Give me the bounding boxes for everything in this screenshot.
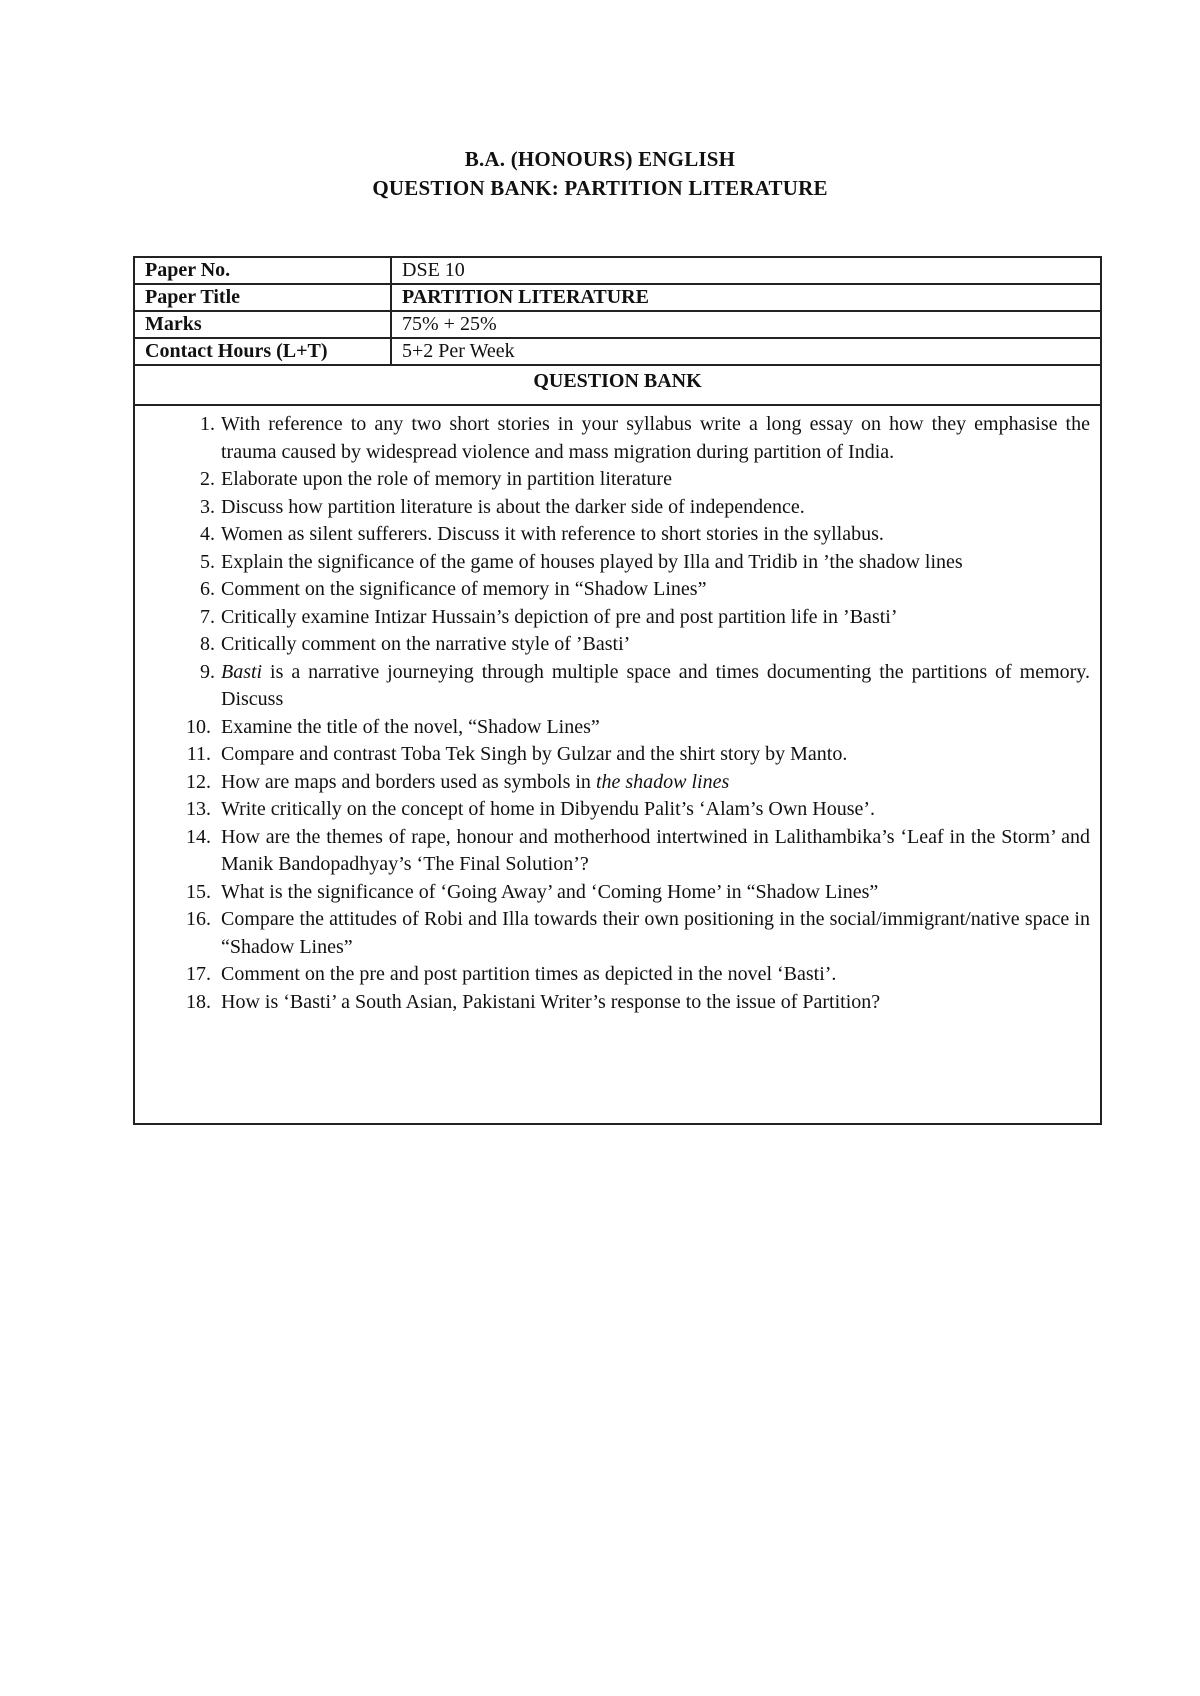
question-number: 1.	[200, 413, 215, 435]
question-text: Comment on the significance of memory in “Shadow Lines”	[221, 578, 707, 600]
question-number: 10.	[186, 715, 211, 738]
question-text: Discuss how partition literature is about the darker side of independence.	[221, 495, 805, 518]
question-item	[135, 411, 1090, 466]
question-item	[135, 466, 1090, 494]
table-row	[134, 257, 1101, 284]
contact-hours-value: 5+2 Per Week	[391, 338, 1101, 365]
question-text: Elaborate upon the role of memory in partition literature	[221, 468, 672, 490]
question-item	[135, 989, 1090, 1017]
question-text: Compare the attitudes of Robi and Illa towards their own positioning in the social/immigrant/native space in “Shadow Lines”	[221, 908, 1090, 958]
table-row	[134, 365, 1101, 405]
table-row	[134, 338, 1101, 365]
question-text: is a narrative journeying through multiple space and times documenting the partitions of memory. Discuss	[221, 660, 1090, 710]
question-item	[135, 494, 1090, 522]
question-text: Write critically on the concept of home in Dibyendu Palit’s ‘Alam’s Own House’.	[221, 798, 876, 820]
question-text: Explain the significance of the game of houses played by Illa and Tridib in ’the shadow lines	[221, 550, 963, 573]
question-bank-cell	[134, 405, 1101, 1124]
question-italic-title: Basti	[221, 660, 263, 683]
question-item	[135, 631, 1090, 659]
question-number: 13.	[186, 798, 211, 820]
document-subtitle: QUESTION BANK: PARTITION LITERATURE	[372, 176, 828, 200]
question-text: How are the themes of rape, honour and motherhood intertwined in Lalithambika’s ‘Leaf in the Storm’ and Manik Bandopadhyay’s ‘The Final Solution’?	[221, 825, 1090, 875]
question-number: 6.	[200, 578, 215, 600]
question-text: Critically examine Intizar Hussain’s depiction of pre and post partition life in ’Basti’	[221, 605, 898, 628]
table-row	[134, 405, 1101, 1124]
question-text: Critically comment on the narrative style of ’Basti’	[221, 633, 631, 655]
question-item	[135, 961, 1090, 989]
question-item	[135, 769, 1090, 797]
question-item	[135, 659, 1090, 714]
question-item	[135, 824, 1090, 879]
paper-no-label: Paper No.	[134, 257, 391, 284]
question-number: 7.	[200, 605, 215, 628]
question-item	[135, 714, 1090, 742]
question-item	[135, 741, 1090, 769]
question-text: How are maps and borders used as symbols in	[221, 770, 596, 793]
question-text: What is the significance of ‘Going Away’ and ‘Coming Home’ in “Shadow Lines”	[221, 880, 879, 903]
question-text: Compare and contrast Toba Tek Singh by Gulzar and the shirt story by Manto.	[221, 743, 848, 765]
question-number: 12.	[186, 770, 211, 793]
question-text: How is ‘Basti’ a South Asian, Pakistani Writer’s response to the issue of Partition?	[221, 990, 881, 1013]
question-number: 11.	[186, 743, 211, 765]
question-number: 14.	[186, 825, 211, 848]
question-bank-heading: QUESTION BANK	[134, 365, 1101, 405]
marks-value: 75% + 25%	[391, 311, 1101, 338]
document-title: B.A. (HONOURS) ENGLISH	[464, 147, 736, 171]
question-number: 8.	[200, 633, 215, 655]
question-item	[135, 604, 1090, 632]
question-number: 16.	[186, 908, 211, 930]
question-text: Examine the title of the novel, “Shadow Lines”	[221, 715, 600, 738]
question-number: 18.	[186, 990, 211, 1013]
question-number: 15.	[186, 880, 211, 903]
question-item	[135, 549, 1090, 577]
contact-hours-label: Contact Hours (L+T)	[134, 338, 391, 365]
question-number: 17.	[186, 963, 211, 985]
question-text: Women as silent sufferers. Discuss it with reference to short stories in the syllabus.	[221, 523, 884, 545]
question-number: 3.	[200, 495, 215, 518]
question-item	[135, 576, 1090, 604]
question-number: 9.	[200, 660, 215, 683]
paper-no-value: DSE 10	[391, 257, 1101, 284]
paper-title-label: Paper Title	[134, 284, 391, 311]
question-number: 2.	[200, 468, 215, 490]
paper-title-value: PARTITION LITERATURE	[391, 284, 1101, 311]
question-item	[135, 879, 1090, 907]
question-italic-title: the shadow lines	[595, 770, 730, 793]
marks-label: Marks	[134, 311, 391, 338]
question-item	[135, 796, 1090, 824]
paper-info-table	[133, 256, 1102, 1125]
question-text: With reference to any two short stories in your syllabus write a long essay on how they emphasise the trauma caused by widespread violence and mass migration during partition of India.	[221, 413, 1090, 463]
question-item	[135, 906, 1090, 961]
question-number: 4.	[200, 523, 215, 545]
table-row	[134, 311, 1101, 338]
question-item	[135, 521, 1090, 549]
table-row	[134, 284, 1101, 311]
question-number: 5.	[200, 550, 215, 573]
question-list	[135, 411, 1090, 1016]
question-text: Comment on the pre and post partition times as depicted in the novel ‘Basti’.	[221, 963, 837, 985]
